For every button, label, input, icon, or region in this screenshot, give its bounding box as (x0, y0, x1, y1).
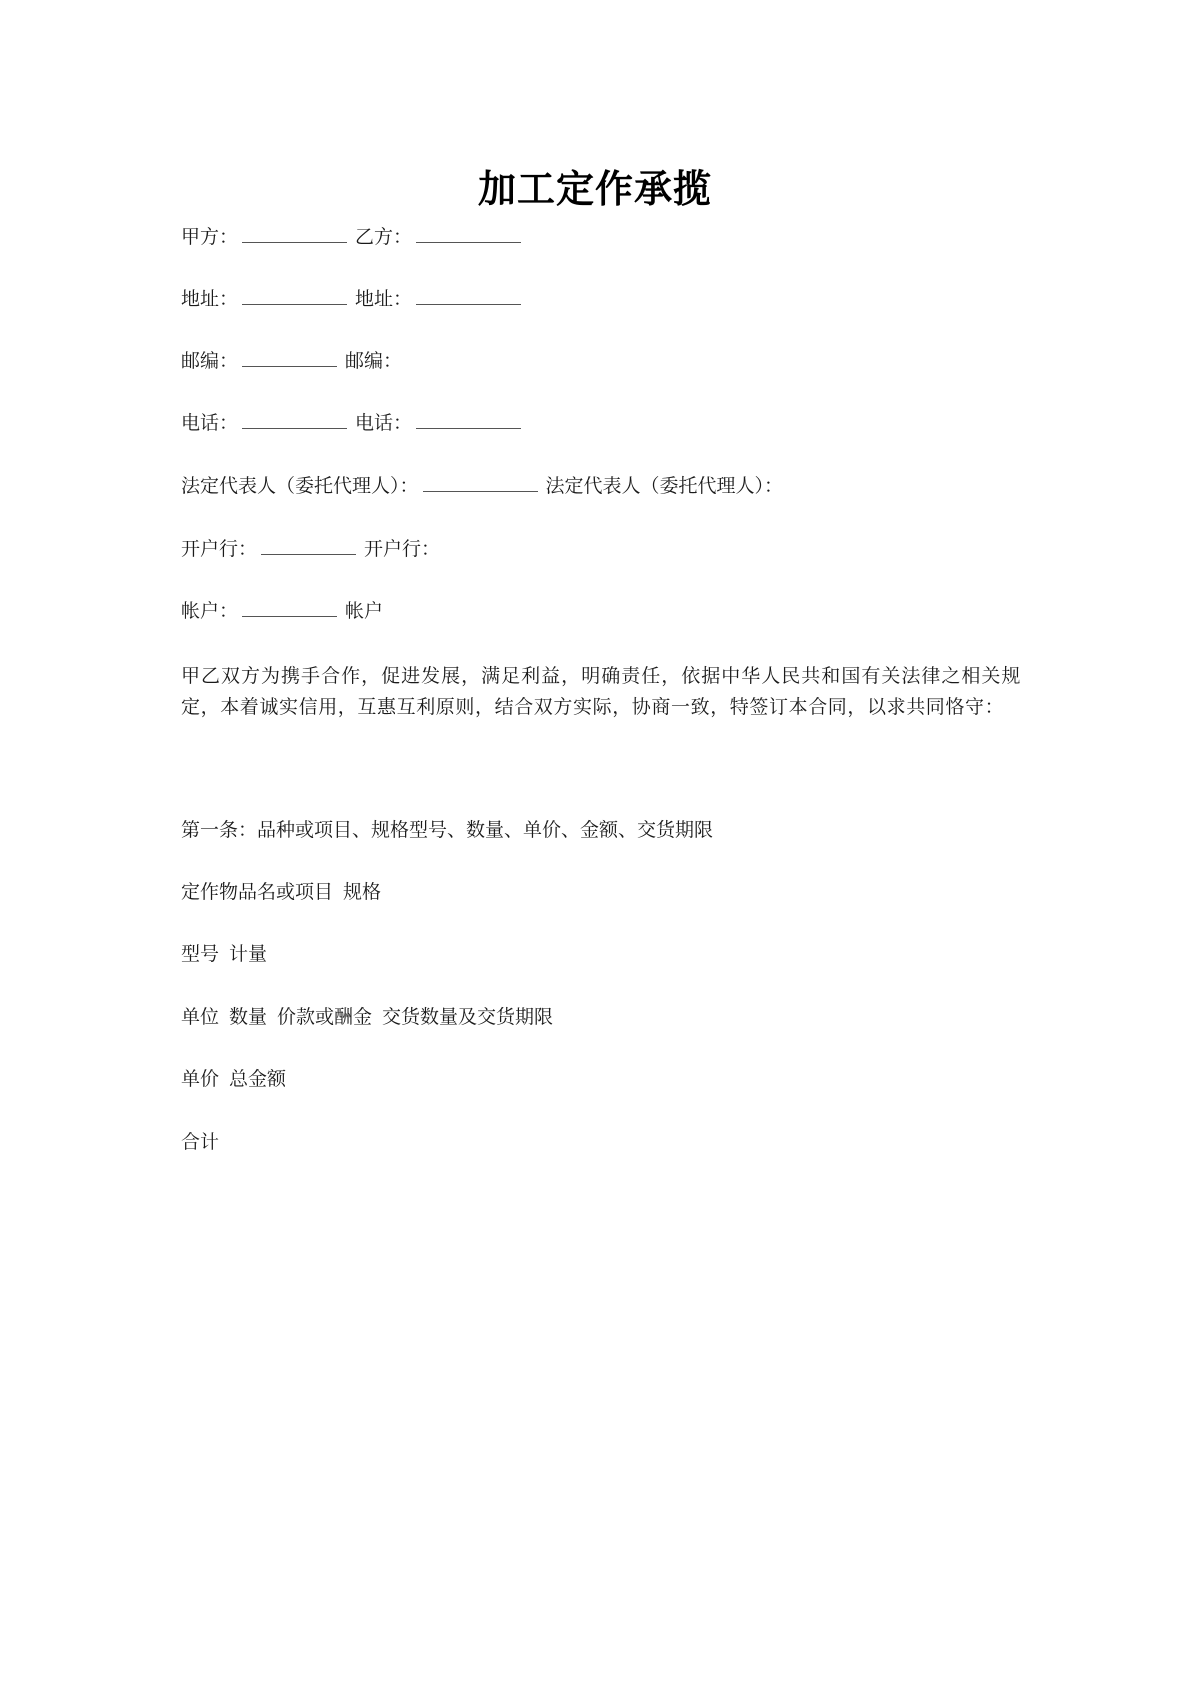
party-b-address-blank[interactable] (416, 286, 521, 305)
party-a-account-blank[interactable] (242, 598, 337, 617)
address-line (181, 286, 529, 311)
model-header: 型号 (181, 943, 220, 965)
unit-header: 单位 (181, 1006, 220, 1028)
party-a-blank[interactable] (242, 224, 347, 243)
total-amount-header: 总金额 (229, 1068, 287, 1090)
party-b-postcode-label: 邮编： (345, 350, 403, 372)
party-b-bank-label: 开户行： (364, 538, 441, 560)
article-1-heading: 第一条：品种或项目、规格型号、数量、单价、金额、交货期限 (181, 819, 714, 841)
phone-line (181, 410, 529, 435)
party-b-blank[interactable] (416, 224, 521, 243)
spec-header: 规格 (343, 881, 382, 903)
measure-header: 计量 (229, 943, 268, 965)
account-line (181, 598, 383, 623)
party-a-postcode-blank[interactable] (242, 348, 337, 367)
party-a-phone-blank[interactable] (242, 410, 347, 429)
article-1-row (181, 1067, 286, 1091)
item-name-header: 定作物品名或项目 (181, 881, 334, 903)
party-a-label: 甲方： (181, 226, 239, 248)
party-b-label: 乙方： (355, 226, 413, 248)
party-name-line (181, 224, 529, 249)
total-label: 合计 (181, 1131, 220, 1153)
bank-line (181, 536, 440, 561)
party-a-phone-label: 电话： (181, 412, 239, 434)
delivery-header: 交货数量及交货期限 (382, 1006, 554, 1028)
document-title: 加工定作承揽 (477, 166, 712, 211)
article-1-row (181, 942, 267, 966)
party-a-address-label: 地址： (181, 288, 239, 310)
party-a-representative-label: 法定代表人（委托代理人）： (181, 475, 419, 497)
party-a-account-label: 帐户： (181, 600, 239, 622)
article-1-row (181, 1130, 219, 1154)
postcode-line (181, 348, 402, 373)
party-a-representative-blank[interactable] (423, 473, 538, 492)
party-b-phone-label: 电话： (355, 412, 413, 434)
legal-representative-line (181, 473, 783, 498)
quantity-header: 数量 (229, 1006, 268, 1028)
party-a-address-blank[interactable] (242, 286, 347, 305)
party-a-postcode-label: 邮编： (181, 350, 239, 372)
party-b-representative-label: 法定代表人（委托代理人）： (545, 475, 784, 497)
party-b-address-label: 地址： (355, 288, 413, 310)
party-a-bank-label: 开户行： (181, 538, 258, 560)
price-or-fee-header: 价款或酬金 (277, 1006, 373, 1028)
party-a-bank-blank[interactable] (261, 536, 356, 555)
party-b-account-label: 帐户 (345, 600, 384, 622)
intro-paragraph: 甲乙双方为携手合作，促进发展，满足利益，明确责任，依据中华人民共和国有关法律之相关规定，本着诚实信用，互惠互利原则，结合双方实际，协商一致，特签订本合同，以求共同恪守： (181, 665, 1021, 718)
article-1-row (181, 880, 381, 904)
party-b-phone-blank[interactable] (416, 410, 521, 429)
article-1-row (181, 1005, 553, 1029)
unit-price-header: 单价 (181, 1068, 220, 1090)
